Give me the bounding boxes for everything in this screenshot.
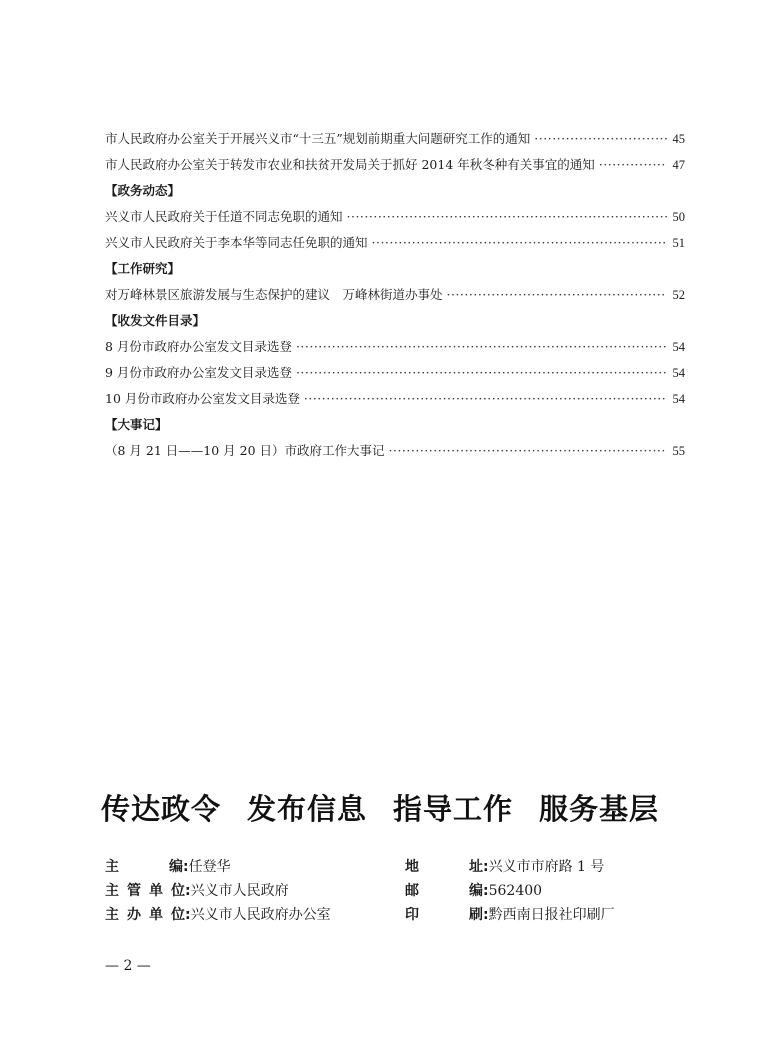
label-char: 地 — [405, 859, 419, 875]
toc-leader-dots — [447, 282, 667, 308]
toc-entry-page: 47 — [672, 158, 685, 172]
slogan-phrase: 指导工作 — [393, 792, 514, 826]
masthead-field-label — [405, 903, 483, 927]
toc-entry-page: 55 — [672, 444, 685, 458]
label-char: 主 — [105, 907, 119, 923]
toc-section-heading: 【工作研究】 — [105, 261, 181, 276]
toc-section-heading: 【大事记】 — [105, 417, 168, 432]
toc-entry-title: 9 月份市政府办公室发文目录选登 — [105, 365, 292, 380]
slogan-phrase: 传达政令 — [100, 792, 221, 826]
masthead-field — [405, 903, 665, 927]
page-number: — 2 — — [105, 958, 151, 974]
label-char: 邮 — [405, 883, 419, 899]
toc-leader-dots — [296, 360, 667, 386]
masthead-field-separator: : — [483, 883, 489, 899]
masthead-field — [405, 879, 665, 903]
table-of-contents — [105, 126, 685, 464]
toc-entry-title: 兴义市人民政府关于任道不同志免职的通知 — [105, 209, 343, 224]
toc-leader-dots — [599, 152, 667, 178]
toc-leader-dots — [304, 386, 667, 412]
masthead-field-label — [105, 903, 185, 927]
masthead-field-value: 黔西南日报社印刷厂 — [488, 907, 615, 923]
toc-entry-title: 对万峰林景区旅游发展与生态保护的建议 万峰林街道办事处 — [105, 287, 443, 302]
masthead-field-value: 兴义市人民政府 — [190, 883, 289, 899]
label-char: 位 — [171, 907, 185, 923]
slogan-phrase: 服务基层 — [539, 792, 660, 826]
masthead-field-label — [405, 855, 483, 879]
toc-entry-page: 52 — [672, 288, 685, 302]
toc-entry-page: 51 — [672, 236, 685, 250]
masthead-field-label — [105, 879, 185, 903]
masthead-field-value: 562400 — [488, 883, 543, 899]
toc-entry — [105, 360, 685, 386]
masthead-field-value: 兴义市市府路 1 号 — [488, 859, 605, 875]
masthead-row — [105, 879, 665, 903]
masthead-field-label — [405, 879, 483, 903]
masthead-field-value: 任登华 — [188, 859, 231, 875]
slogan-phrase: 发布信息 — [246, 792, 367, 826]
label-char: 位 — [171, 883, 185, 899]
toc-leader-dots — [296, 334, 667, 360]
toc-entry-title: （8 月 21 日——10 月 20 日）市政府工作大事记 — [105, 443, 385, 458]
masthead-field-separator: : — [185, 883, 191, 899]
label-char: 印 — [405, 907, 419, 923]
toc-entry-page: 45 — [672, 132, 685, 146]
label-char: 刷 — [469, 907, 483, 923]
toc-entry-page: 54 — [672, 366, 685, 380]
label-char: 主 — [105, 883, 119, 899]
toc-entry-title: 8 月份市政府办公室发文目录选登 — [105, 339, 292, 354]
label-char: 主 — [105, 859, 119, 875]
toc-entry-title: 市人民政府办公室关于转发市农业和扶贫开发局关于抓好 2014 年秋冬种有关事宜的通知 — [105, 157, 595, 172]
toc-entry-page: 50 — [672, 210, 685, 224]
masthead-field-separator: : — [483, 907, 489, 923]
masthead-field-separator: : — [483, 859, 489, 875]
masthead-field — [105, 903, 405, 927]
masthead-row — [105, 855, 665, 879]
masthead-field-separator: : — [183, 859, 189, 875]
toc-leader-dots — [389, 438, 667, 464]
label-char: 单 — [149, 907, 163, 923]
toc-entry — [105, 126, 685, 152]
label-char: 址 — [469, 859, 483, 875]
masthead-row — [105, 903, 665, 927]
label-char: 办 — [127, 907, 141, 923]
masthead-field — [405, 855, 665, 879]
toc-leader-dots — [534, 126, 667, 152]
toc-entry — [105, 282, 685, 308]
masthead-field — [105, 879, 405, 903]
toc-leader-dots — [347, 204, 667, 230]
toc-section-heading: 【政务动态】 — [105, 183, 181, 198]
toc-entry-title: 10 月份市政府办公室发文目录选登 — [105, 391, 300, 406]
toc-leader-dots — [372, 230, 667, 256]
masthead-field-label — [105, 855, 183, 879]
slogan — [0, 787, 760, 828]
toc-entry-page: 54 — [672, 392, 685, 406]
label-char: 管 — [127, 883, 141, 899]
masthead-info — [105, 855, 665, 927]
toc-entry-page: 54 — [672, 340, 685, 354]
toc-entry-title: 市人民政府办公室关于开展兴义市“十三五”规划前期重大问题研究工作的通知 — [105, 131, 531, 146]
masthead-field-separator: : — [185, 907, 191, 923]
toc-entry-title: 兴义市人民政府关于李本华等同志任免职的通知 — [105, 235, 368, 250]
toc-entry — [105, 386, 685, 412]
label-char: 编 — [469, 883, 483, 899]
toc-entry — [105, 334, 685, 360]
toc-entry — [105, 204, 685, 230]
toc-entry — [105, 152, 685, 178]
masthead-field-value: 兴义市人民政府办公室 — [190, 907, 331, 923]
toc-entry — [105, 230, 685, 256]
toc-section-heading: 【收发文件目录】 — [105, 313, 206, 328]
label-char: 单 — [149, 883, 163, 899]
label-char: 编 — [169, 859, 183, 875]
masthead-field — [105, 855, 405, 879]
toc-entry — [105, 438, 685, 464]
